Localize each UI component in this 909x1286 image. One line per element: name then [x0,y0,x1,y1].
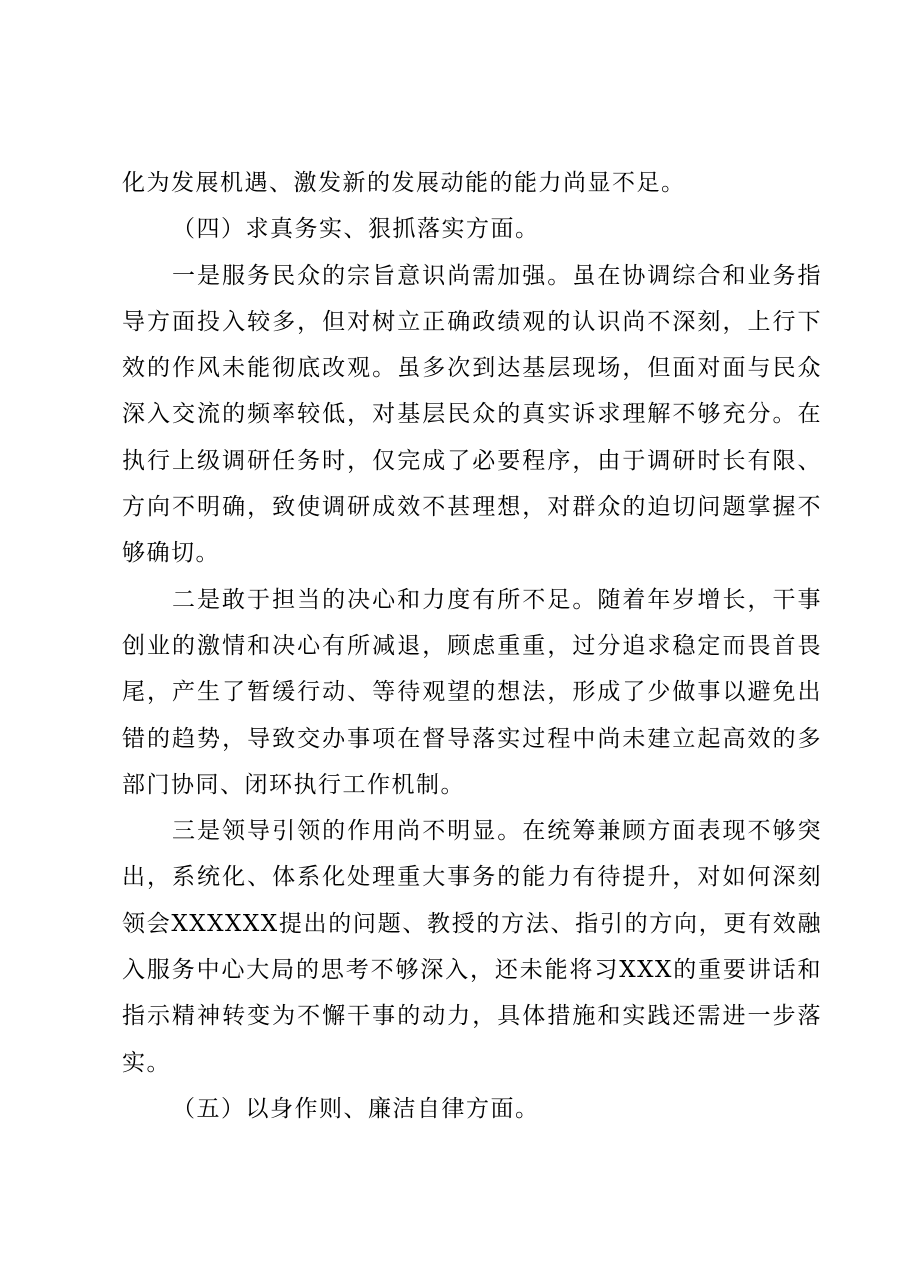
paragraph-point-2: 二是敢于担当的决心和力度有所不足。随着年岁增长，干事创业的激情和决心有所减退，顾虑重重，过分追求稳定而畏首畏尾，产生了暂缓行动、等待观望的想法，形成了少做事以避免出错的趋势，导致交办事项在督导落实过程中尚未建立起高效的多部门协同、闭环执行工作机制。 [122,586,822,798]
section-heading-5: （五）以身作则、廉洁自律方面。 [172,1095,540,1122]
paragraph-point-3: 三是领导引领的作用尚不明显。在统筹兼顾方面表现不够突出，系统化、体系化处理重大事务的能力有待提升，对如何深刻领会XXXXXX提出的问题、教授的方法、指引的方向，更有效融入服务中心大局的思考不够深入，还未能将习XXX的重要讲话和指示精神转变为不懈干事的动力，具体措施和实践还需进一步落实。 [122,818,822,1076]
paragraph-point-1: 一是服务民众的宗旨意识尚需加强。虽在协调综合和业务指导方面投入较多，但对树立正确政绩观的认识尚不深刻，上行下效的作风未能彻底改观。虽多次到达基层现场，但面对面与民众深入交流的频率较低，对基层民众的真实诉求理解不够充分。在执行上级调研任务时，仅完成了必要程序，由于调研时长有限、方向不明确，致使调研成效不甚理想，对群众的迫切问题掌握不够确切。 [122,262,822,567]
section-heading-4: （四）求真务实、狠抓落实方面。 [172,216,540,243]
document-body [122,160,822,1132]
paragraph-continuation: 化为发展机遇、激发新的发展动能的能力尚显不足。 [122,170,686,196]
